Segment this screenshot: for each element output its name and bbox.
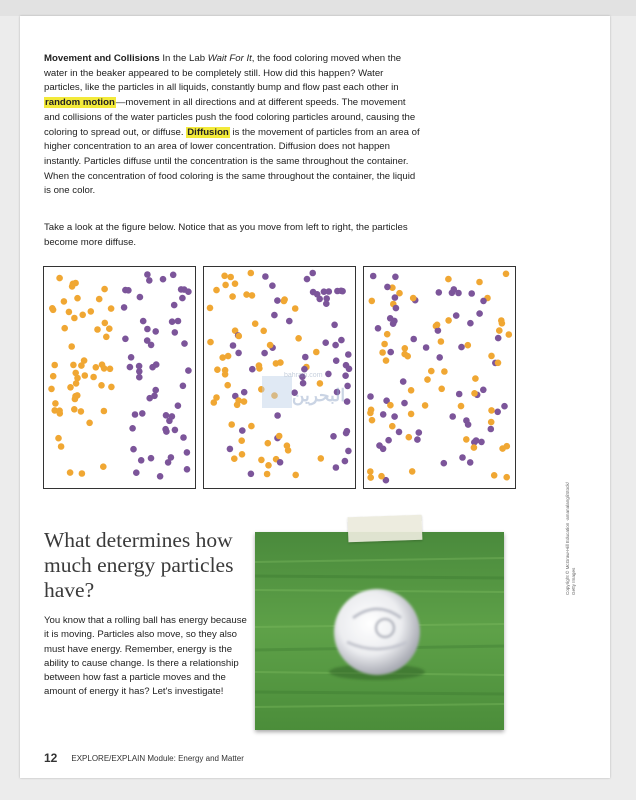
food-coloring-particle bbox=[128, 354, 135, 361]
water-particle bbox=[228, 421, 235, 428]
water-particle bbox=[503, 474, 510, 481]
water-particle bbox=[488, 419, 495, 426]
food-coloring-particle bbox=[449, 413, 456, 420]
food-coloring-particle bbox=[129, 425, 136, 432]
food-coloring-particle bbox=[495, 335, 502, 342]
food-coloring-particle bbox=[262, 273, 269, 280]
paragraph-text: —movement in all directions and at different speeds. The movement and collisions of the water particles push the food coloring particles around, causing the coloring to spread out, or diffuse. bbox=[44, 97, 416, 138]
food-coloring-particle bbox=[330, 433, 337, 440]
food-coloring-particle bbox=[248, 471, 255, 478]
water-particle bbox=[236, 333, 243, 340]
water-particle bbox=[90, 374, 97, 381]
food-coloring-particle bbox=[467, 459, 474, 466]
water-particle bbox=[101, 365, 108, 372]
water-particle bbox=[424, 376, 431, 383]
paragraph-lead: Movement and Collisions bbox=[44, 53, 160, 64]
food-coloring-particle bbox=[184, 449, 191, 456]
water-particle bbox=[50, 373, 57, 380]
paragraph-text: , the food coloring moved when the water in the beaker appeared to be completely still. How did this happen? Water particles, like the particles in all liquids, constantly bump and flow past each other in bbox=[44, 53, 402, 94]
food-coloring-particle bbox=[441, 460, 448, 467]
water-particle bbox=[234, 402, 241, 409]
water-particle bbox=[70, 362, 77, 369]
water-particle bbox=[86, 420, 93, 427]
food-coloring-particle bbox=[180, 383, 187, 390]
water-particle bbox=[264, 471, 271, 478]
food-coloring-particle bbox=[136, 368, 143, 375]
food-coloring-particle bbox=[157, 473, 164, 480]
food-coloring-particle bbox=[387, 315, 394, 322]
water-particle bbox=[379, 349, 386, 356]
water-particle bbox=[476, 279, 483, 286]
food-coloring-particle bbox=[345, 448, 352, 455]
water-particle bbox=[441, 368, 448, 375]
paragraph-figure-intro: Take a look at the figure below. Notice that as you move from left to right, the particles become more diffuse. bbox=[44, 222, 408, 248]
water-particle bbox=[222, 367, 229, 374]
food-coloring-particle bbox=[476, 310, 483, 317]
food-coloring-particle bbox=[130, 446, 137, 453]
water-particle bbox=[231, 455, 238, 462]
tape-strip bbox=[348, 515, 423, 543]
water-particle bbox=[213, 287, 220, 294]
food-coloring-particle bbox=[148, 342, 155, 349]
water-particle bbox=[465, 342, 472, 349]
water-particle bbox=[101, 286, 108, 293]
water-particle bbox=[506, 331, 513, 338]
water-particle bbox=[207, 305, 214, 312]
watermark bbox=[262, 372, 372, 428]
water-particle bbox=[256, 362, 263, 369]
water-particle bbox=[232, 280, 239, 287]
food-coloring-particle bbox=[148, 455, 155, 462]
water-particle bbox=[67, 384, 74, 391]
section-body: You know that a rolling ball has energy because it is moving. Particles also move, so they also must have energy. Remember, energy is the ability to cause change. Is there a relationship between how fast a particle moves and the amount of energy it has? Let's investigate! bbox=[44, 615, 247, 698]
diffusion-panel-1 bbox=[43, 266, 196, 489]
food-coloring-particle bbox=[392, 274, 399, 281]
food-coloring-particle bbox=[384, 284, 391, 291]
section-heading: What determines how much energy particles have? bbox=[44, 528, 234, 602]
food-coloring-particle bbox=[127, 364, 134, 371]
food-coloring-particle bbox=[172, 329, 179, 336]
water-particle bbox=[265, 462, 272, 469]
watermark-logo-icon bbox=[262, 376, 292, 408]
food-coloring-particle bbox=[376, 442, 383, 449]
food-coloring-particle bbox=[136, 374, 143, 381]
water-particle bbox=[384, 331, 391, 338]
food-coloring-particle bbox=[152, 387, 159, 394]
food-coloring-particle bbox=[121, 304, 128, 311]
food-coloring-particle bbox=[144, 271, 151, 278]
water-particle bbox=[108, 384, 115, 391]
water-particle bbox=[434, 322, 441, 329]
food-coloring-particle bbox=[480, 298, 487, 305]
water-particle bbox=[238, 437, 245, 444]
food-coloring-particle bbox=[310, 289, 317, 296]
water-particle bbox=[100, 463, 107, 470]
water-particle bbox=[74, 392, 81, 399]
food-coloring-particle bbox=[393, 305, 400, 312]
soccer-ball-photo bbox=[255, 532, 504, 730]
food-coloring-particle bbox=[501, 403, 508, 410]
photo-credit bbox=[565, 482, 577, 595]
water-particle bbox=[248, 423, 255, 430]
water-particle bbox=[252, 320, 259, 327]
water-particle bbox=[408, 411, 415, 418]
water-particle bbox=[445, 276, 452, 283]
food-coloring-particle bbox=[333, 357, 340, 364]
food-coloring-particle bbox=[166, 418, 173, 425]
water-particle bbox=[258, 457, 265, 464]
food-coloring-particle bbox=[467, 320, 474, 327]
food-coloring-particle bbox=[322, 339, 329, 346]
water-particle bbox=[51, 362, 58, 369]
water-particle bbox=[103, 334, 110, 341]
water-particle bbox=[422, 402, 429, 409]
water-particle bbox=[463, 436, 470, 443]
food-coloring-particle bbox=[331, 322, 338, 329]
water-particle bbox=[260, 328, 267, 335]
food-coloring-particle bbox=[345, 351, 352, 358]
rolling-ball-image bbox=[255, 532, 504, 730]
food-coloring-particle bbox=[227, 446, 234, 453]
water-particle bbox=[48, 386, 55, 393]
food-coloring-particle bbox=[137, 294, 144, 301]
water-particle bbox=[67, 469, 74, 476]
photo-frame bbox=[255, 532, 504, 730]
water-particle bbox=[106, 325, 113, 332]
food-coloring-particle bbox=[435, 327, 442, 334]
water-particle bbox=[265, 440, 272, 447]
food-coloring-particle bbox=[122, 336, 129, 343]
food-coloring-particle bbox=[302, 354, 309, 361]
water-particle bbox=[61, 298, 68, 305]
water-particle bbox=[108, 305, 115, 312]
food-coloring-particle bbox=[185, 367, 192, 374]
water-particle bbox=[70, 281, 77, 288]
food-coloring-particle bbox=[396, 429, 403, 436]
food-coloring-particle bbox=[171, 302, 178, 309]
water-particle bbox=[207, 339, 214, 346]
water-particle bbox=[71, 406, 78, 413]
water-particle bbox=[239, 451, 246, 458]
food-coloring-particle bbox=[179, 295, 186, 302]
water-particle bbox=[292, 472, 299, 479]
water-particle bbox=[491, 472, 498, 479]
paragraph-text: is the movement of particles from an area of higher concentration to an area of lower concentration. Diffusion does not happen instantly. Particles diffuse until the concentration is the same throughout the container. When the concentration of food coloring is the same throughout the container, the liquid is one color. bbox=[44, 126, 420, 197]
water-particle bbox=[52, 400, 59, 407]
water-particle bbox=[445, 317, 452, 324]
food-coloring-particle bbox=[458, 344, 465, 351]
food-coloring-particle bbox=[271, 312, 278, 319]
water-particle bbox=[267, 342, 274, 349]
food-coloring-particle bbox=[387, 349, 394, 356]
food-coloring-particle bbox=[125, 287, 132, 294]
food-coloring-particle bbox=[391, 413, 398, 420]
food-coloring-particle bbox=[494, 409, 501, 416]
food-coloring-particle bbox=[269, 282, 276, 289]
water-particle bbox=[406, 434, 413, 441]
food-coloring-particle bbox=[175, 318, 182, 325]
food-coloring-particle bbox=[323, 300, 330, 307]
water-particle bbox=[79, 470, 86, 477]
water-particle bbox=[74, 295, 81, 302]
water-particle bbox=[404, 353, 411, 360]
vocab-diffusion[interactable]: Diffusion bbox=[187, 126, 229, 138]
water-particle bbox=[74, 375, 81, 382]
water-particle bbox=[503, 271, 510, 278]
water-particle bbox=[281, 298, 288, 305]
food-coloring-particle bbox=[333, 464, 340, 471]
food-coloring-particle bbox=[181, 340, 188, 347]
water-particle bbox=[471, 444, 478, 451]
water-particle bbox=[387, 402, 394, 409]
water-particle bbox=[409, 468, 416, 475]
food-coloring-particle bbox=[168, 454, 175, 461]
water-particle bbox=[55, 435, 62, 442]
water-particle bbox=[61, 325, 68, 332]
water-particle bbox=[369, 298, 376, 305]
food-coloring-particle bbox=[140, 318, 147, 325]
food-coloring-particle bbox=[241, 389, 248, 396]
food-coloring-particle bbox=[338, 337, 345, 344]
food-coloring-particle bbox=[400, 378, 407, 385]
food-coloring-particle bbox=[169, 318, 176, 325]
water-particle bbox=[229, 293, 236, 300]
lab-title: Wait For It bbox=[207, 53, 252, 64]
water-particle bbox=[277, 359, 284, 366]
water-particle bbox=[292, 305, 299, 312]
particles-panel-3 bbox=[364, 267, 515, 488]
food-coloring-particle bbox=[160, 276, 167, 283]
particles-panel-1 bbox=[44, 267, 195, 488]
food-coloring-particle bbox=[133, 469, 140, 476]
diffusion-panel-3 bbox=[363, 266, 516, 489]
food-coloring-particle bbox=[459, 454, 466, 461]
water-particle bbox=[81, 357, 88, 364]
water-particle bbox=[295, 335, 302, 342]
water-particle bbox=[488, 353, 495, 360]
food-coloring-particle bbox=[380, 411, 387, 418]
food-coloring-particle bbox=[286, 318, 293, 325]
water-particle bbox=[56, 407, 63, 414]
water-particle bbox=[408, 387, 415, 394]
water-particle bbox=[78, 408, 85, 415]
food-coloring-particle bbox=[370, 273, 377, 280]
food-coloring-particle bbox=[480, 387, 487, 394]
vocab-random-motion[interactable]: random motion bbox=[45, 97, 115, 109]
food-coloring-particle bbox=[274, 297, 281, 304]
water-particle bbox=[438, 386, 445, 393]
water-particle bbox=[79, 312, 86, 319]
food-coloring-particle bbox=[249, 366, 256, 373]
water-particle bbox=[495, 360, 502, 367]
water-particle bbox=[68, 343, 75, 350]
food-coloring-particle bbox=[163, 412, 170, 419]
food-coloring-particle bbox=[392, 294, 399, 301]
water-particle bbox=[66, 309, 73, 316]
water-particle bbox=[71, 315, 78, 322]
water-particle bbox=[49, 305, 56, 312]
food-coloring-particle bbox=[175, 402, 182, 409]
food-coloring-particle bbox=[152, 328, 159, 335]
water-particle bbox=[402, 345, 409, 352]
food-coloring-particle bbox=[304, 276, 311, 283]
food-coloring-particle bbox=[453, 312, 460, 319]
water-particle bbox=[313, 349, 320, 356]
food-coloring-particle bbox=[146, 277, 153, 284]
credit-line-1: Copyright © McGraw-Hill Education ·amanalang/iStock/ bbox=[565, 482, 570, 595]
food-coloring-particle bbox=[410, 336, 417, 343]
water-particle bbox=[88, 308, 95, 315]
watermark-arabic: البحرين bbox=[292, 386, 346, 405]
water-particle bbox=[248, 270, 255, 277]
food-coloring-particle bbox=[456, 391, 463, 398]
food-coloring-particle bbox=[235, 350, 242, 357]
food-coloring-particle bbox=[436, 289, 443, 296]
water-particle bbox=[56, 275, 63, 282]
water-particle bbox=[96, 296, 103, 303]
food-coloring-particle bbox=[423, 344, 430, 351]
water-particle bbox=[428, 368, 435, 375]
water-particle bbox=[93, 364, 100, 371]
water-particle bbox=[102, 320, 109, 327]
water-particle bbox=[438, 338, 445, 345]
food-coloring-particle bbox=[180, 434, 187, 441]
food-coloring-particle bbox=[309, 270, 316, 277]
food-coloring-particle bbox=[277, 459, 284, 466]
water-particle bbox=[101, 408, 108, 415]
water-particle bbox=[225, 353, 232, 360]
food-coloring-particle bbox=[184, 466, 191, 473]
water-particle bbox=[410, 295, 417, 302]
food-coloring-particle bbox=[332, 342, 339, 349]
water-particle bbox=[471, 390, 478, 397]
food-coloring-particle bbox=[170, 272, 177, 279]
water-particle bbox=[107, 366, 114, 373]
watermark-latin: bahrain.com bbox=[284, 372, 323, 379]
food-coloring-particle bbox=[401, 400, 408, 407]
food-coloring-particle bbox=[465, 421, 472, 428]
water-particle bbox=[213, 394, 220, 401]
water-particle bbox=[383, 357, 390, 364]
water-particle bbox=[243, 291, 250, 298]
paragraph-text: In the Lab bbox=[159, 53, 208, 64]
page-footer bbox=[44, 751, 244, 765]
water-particle bbox=[224, 382, 231, 389]
page-number: 12 bbox=[44, 751, 58, 765]
water-particle bbox=[285, 447, 292, 454]
water-particle bbox=[227, 274, 234, 281]
paragraph-movement-collisions bbox=[44, 52, 422, 199]
water-particle bbox=[458, 403, 465, 410]
water-particle bbox=[498, 317, 505, 324]
viewer-top-edge bbox=[0, 0, 636, 16]
food-coloring-particle bbox=[230, 342, 237, 349]
food-coloring-particle bbox=[385, 437, 392, 444]
water-particle bbox=[82, 372, 89, 379]
water-particle bbox=[318, 455, 325, 462]
water-particle bbox=[472, 375, 479, 382]
food-coloring-particle bbox=[132, 411, 139, 418]
food-coloring-particle bbox=[414, 436, 421, 443]
food-coloring-particle bbox=[488, 426, 495, 433]
food-coloring-particle bbox=[375, 325, 382, 332]
food-coloring-particle bbox=[185, 288, 192, 295]
food-coloring-particle bbox=[149, 364, 156, 371]
food-coloring-particle bbox=[144, 326, 151, 333]
footer-label: EXPLORE/EXPLAIN Module: Energy and Matter bbox=[71, 754, 244, 763]
water-particle bbox=[94, 326, 101, 333]
food-coloring-particle bbox=[343, 430, 350, 437]
water-particle bbox=[276, 433, 283, 440]
food-coloring-particle bbox=[172, 427, 179, 434]
food-coloring-particle bbox=[436, 354, 443, 361]
water-particle bbox=[389, 423, 396, 430]
food-coloring-particle bbox=[473, 437, 480, 444]
water-particle bbox=[221, 273, 228, 280]
water-particle bbox=[496, 327, 503, 334]
water-particle bbox=[222, 282, 229, 289]
food-coloring-particle bbox=[339, 288, 346, 295]
water-particle bbox=[98, 382, 105, 389]
food-coloring-particle bbox=[139, 410, 146, 417]
water-particle bbox=[58, 443, 65, 450]
water-particle bbox=[214, 366, 221, 373]
food-coloring-particle bbox=[146, 395, 153, 402]
water-particle bbox=[488, 407, 495, 414]
water-particle bbox=[367, 474, 374, 481]
food-coloring-particle bbox=[468, 290, 475, 297]
credit-line-2: Getty Images bbox=[571, 567, 576, 595]
food-coloring-particle bbox=[239, 427, 246, 434]
food-coloring-particle bbox=[162, 426, 169, 433]
food-coloring-particle bbox=[138, 457, 145, 464]
food-coloring-particle bbox=[455, 290, 462, 297]
food-coloring-particle bbox=[342, 458, 349, 465]
food-coloring-particle bbox=[416, 429, 423, 436]
food-coloring-particle bbox=[261, 350, 268, 357]
water-particle bbox=[381, 341, 388, 348]
water-particle bbox=[378, 473, 385, 480]
food-coloring-particle bbox=[321, 288, 328, 295]
water-particle bbox=[499, 445, 506, 452]
water-particle bbox=[241, 398, 248, 405]
water-particle bbox=[367, 468, 374, 475]
